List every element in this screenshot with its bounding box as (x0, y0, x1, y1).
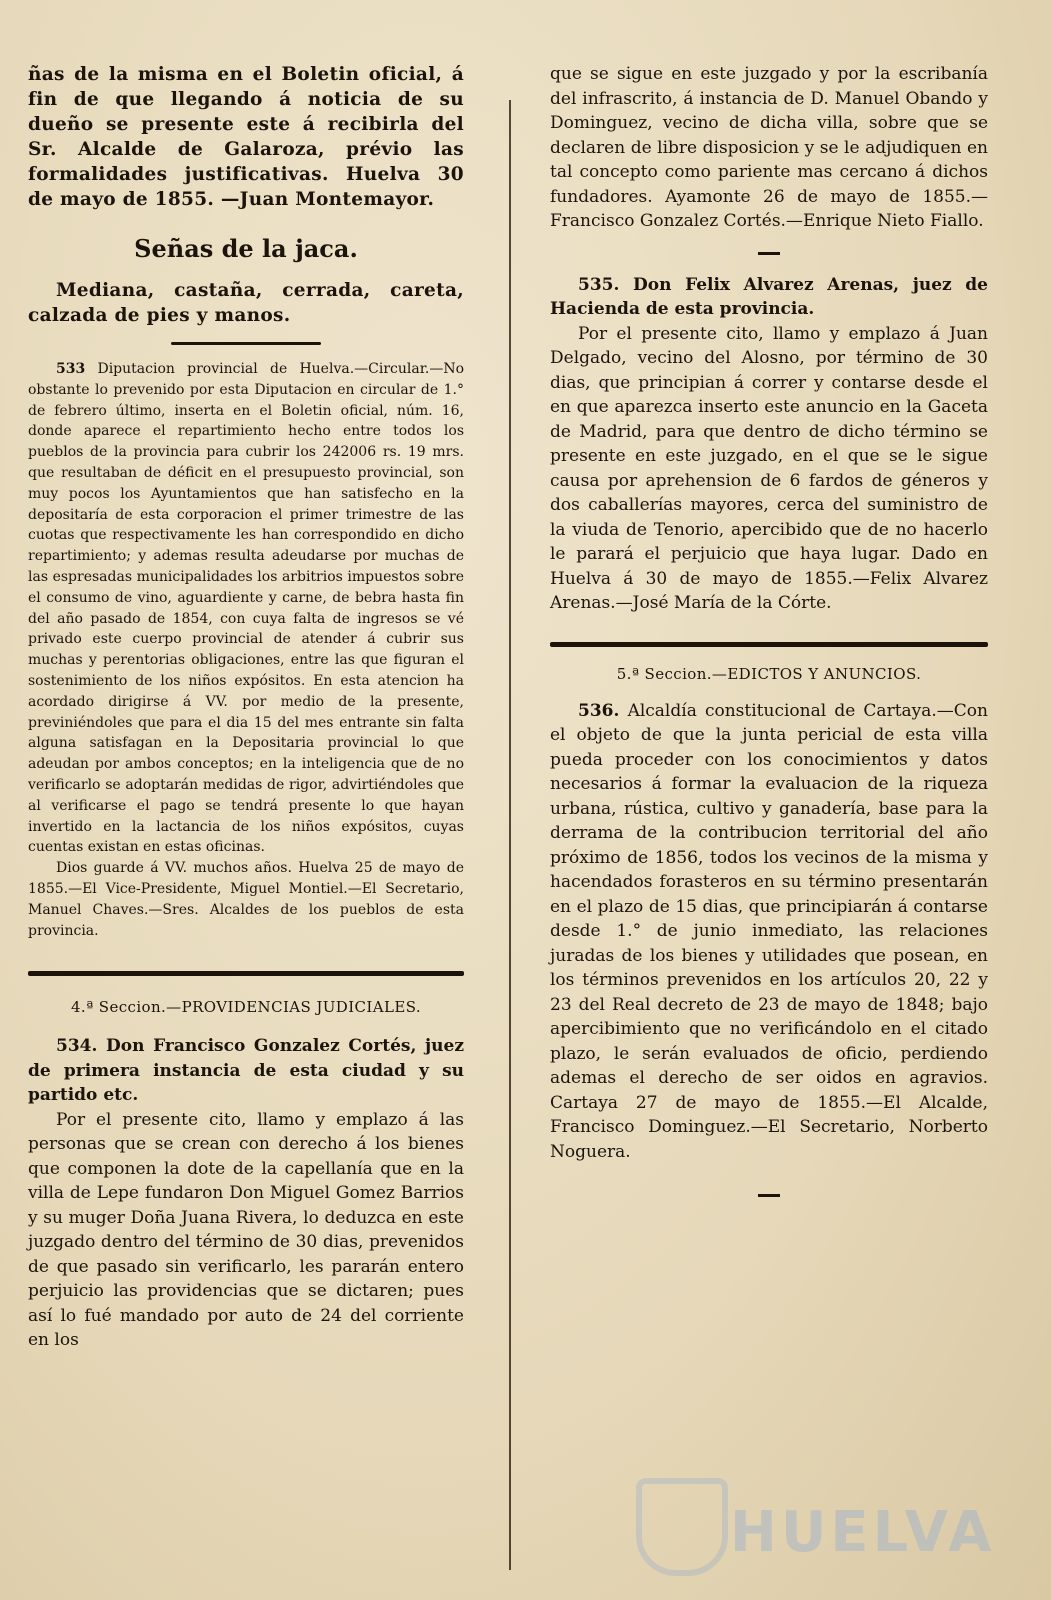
item-533-body: Diputacion provincial de Huelva.—Circular.—No obstante lo prevenido por esta Diputacion en circular de 1.° de febrero último, inserta en el Boletin oficial, núm. 16, donde aparece el repartimiento hecho entre todos los pueblos de la provincia para cubrir los 242006 rs. 19 mrs. que resultaban de déficit en el presupuesto provincial, son muy pocos los Ayuntamientos que han satisfecho en la depositaría de esta corporacion el primer trimestre de las cuotas que respectivamente les han correspondido en dicho repartimiento; y ademas resulta adeudarse por muchas de las espresadas municipalidades los arbitrios impuestos sobre el consumo de vino, aguardiente y carne, de bebra hasta fin del año pasado de 1854, con cuya falta de ingresos se vé privado este cuerpo provincial de atender á cubrir sus muchas y perentorias obligaciones, entre las que figuran el sostenimiento de los niños expósitos. En esta atencion ha acordado dirigirse á VV. por medio de la presente, previniéndoles que para el dia 15 del mes entrante sin falta alguna satisfagan en la Depositaria provincial lo que adeudan por ambos conceptos; en la inteligencia que de no verificarlo se adoptarán medidas de rigor, advirtiéndoles que al verificarse el pago se tendrá presente lo que hayan invertido en la lactancia de los niños expósitos, cuyas cuentas existan en estas oficinas. (28, 361, 464, 856)
short-rule (758, 252, 780, 255)
item-536-number: 536. (578, 700, 620, 721)
section-4-title: 4.ª Seccion.—PROVIDENCIAS JUDICIALES. (70, 998, 422, 1017)
item-535-head: Don Felix Alvarez Arenas, juez de Hacienda de esta provincia. (550, 274, 988, 319)
item-535-heading (550, 273, 988, 322)
watermark-seal-icon (636, 1478, 728, 1576)
item-533-closing: Dios guarde á VV. muchos años. Huelva 25 de mayo de 1855.—El Vice-Presidente, Miguel Montiel.—El Secretario, Manuel Chaves.—Sres. Alcaldes de los pueblos de esta provincia. (28, 860, 464, 939)
continuation-paragraph: que se sigue en este juzgado y por la escribanía del infrascrito, á instancia de D. Manuel Obando y Dominguez, vecino de dicha villa, sobre que se declaren de libre disposicion y se le adjudiquen en tal concepto como pariente mas cercano á dichos fundadores. Ayamonte 26 de mayo de 1855.—Francisco Gonzalez Cortés.—Enrique Nieto Fiallo. (550, 64, 988, 231)
end-rule (758, 1194, 780, 1197)
section-5-title: 5.ª Seccion.—EDICTOS Y ANUNCIOS. (616, 664, 922, 683)
item-533-number: 533 (56, 361, 86, 377)
left-column (28, 62, 464, 1353)
item-536-text (550, 699, 988, 1165)
item-534-number: 534. (56, 1036, 98, 1057)
column-divider (509, 100, 511, 1570)
right-column (550, 62, 988, 1215)
section-rule (28, 971, 464, 976)
opening-paragraph: ñas de la misma en el Boletin oficial, á fin de que llegando á noticia de su dueño se presente este á recibirla del Sr. Alcalde de Galaroza, prévio las formalidades justificativas. Huelva 30 de mayo de 1855. —Juan Montemayor. (28, 64, 464, 210)
watermark-text: HUELVA (730, 1500, 996, 1565)
item-536-body: Alcaldía constitucional de Cartaya.—Con el objeto de que la junta pericial de esta villa pueda proceder con los conocimientos y datos necesarios á formar la evaluacion de la riqueza urbana, rústica, cultivo y ganadería, base para la derrama de la contribucion territorial del año próximo de 1856, todos los vecinos de la misma y hacendados forasteros en su término presentarán en el plazo de 15 dias, que principiarán á contarse desde 1.° de junio inmediato, las relaciones juradas de los bienes y utilidades que posean, en los términos prevenidos en los artículos 20, 22 y 23 del Real decreto de 23 de mayo de 1848; bajo apercibimiento que no verificándolo en el citado plazo, le serán evaluados de oficio, perdiendo ademas el derecho de ser oidos en agravios. Cartaya 27 de mayo de 1855.—El Alcalde, Francisco Dominguez.—El Secretario, Norberto Noguera. (550, 700, 988, 1162)
item-533-text (28, 359, 464, 858)
senas-body: Mediana, castaña, cerrada, careta, calzada de pies y manos. (28, 280, 464, 326)
item-535-number: 535. (578, 274, 620, 295)
item-534-text: Por el presente cito, llamo y emplazo á las personas que se crean con derecho á los bienes que componen la dote de la capellanía que en la villa de Lepe fundaron Don Miguel Gomez Barrios y su muger Doña Juana Rivera, lo deduzca en este juzgado dentro del término de 30 dias, prevenidos de que pasado sin verificarlo, les pararán entero perjuicio las providencias que se dictaren; pues así lo fué mandado por auto de 24 del corriente en los (28, 1109, 464, 1351)
ornament-rule (171, 342, 321, 345)
item-534-head: Don Francisco Gonzalez Cortés, juez de primera instancia de esta ciudad y su partido etc. (28, 1036, 464, 1106)
item-534-heading (28, 1034, 464, 1108)
senas-title: Señas de la jaca. (134, 234, 358, 263)
item-535-text: Por el presente cito, llamo y emplazo á Juan Delgado, vecino del Alosno, por término de 30 dias, que principian á correr y contarse desde el en que aparezca inserto este anuncio en la Gaceta de Madrid, para que dentro de dicho término se presente en este juzgado, en el que se le sigue causa por aprehension de 6 fardos de géneros y dos caballerías mayores, cerca del suministro de la viuda de Tenorio, apercibido que de no hacerlo le parará el perjuicio que haya lugar. Dado en Huelva á 30 de mayo de 1855.—Felix Alvarez Arenas.—José María de la Córte. (550, 323, 988, 613)
section-rule-right (550, 642, 988, 647)
